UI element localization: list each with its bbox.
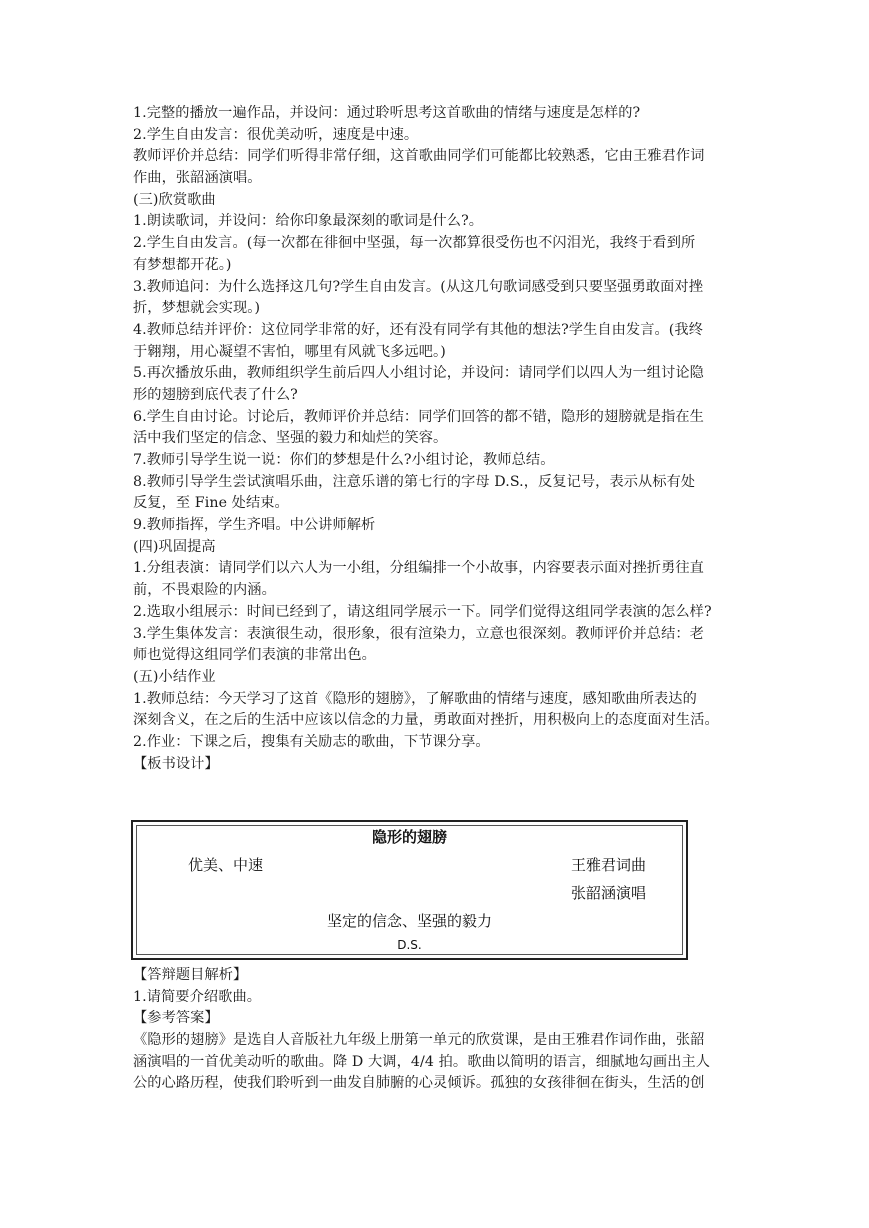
board-title: 隐形的翅膀 bbox=[371, 828, 447, 846]
text-line: (四)巩固提高 bbox=[133, 538, 216, 555]
board-ds-mark: D.S. bbox=[397, 938, 422, 952]
text-line: 2.作业：下课之后，搜集有关励志的歌曲，下节课分享。 bbox=[133, 733, 490, 750]
text-line: 1.朗读歌词，并设问：给你印象最深刻的歌词是什么?。 bbox=[133, 213, 484, 230]
text-line: 7.教师引导学生说一说：你们的梦想是什么?小组讨论，教师总结。 bbox=[133, 452, 555, 468]
blackboard-design-box bbox=[131, 820, 688, 960]
text-line: 1.完整的播放一遍作品，并设问：通过聆听思考这首歌曲的情绪与速度是怎样的? bbox=[133, 105, 641, 121]
text-line: 有梦想都开花。) bbox=[133, 256, 232, 273]
text-line: 5.再次播放乐曲，教师组织学生前后四人小组讨论，并设问：请同学们以四人为一组讨论隐 bbox=[133, 365, 704, 382]
text-line: 教师评价并总结：同学们听得非常仔细，这首歌曲同学们可能都比较熟悉，它由王雅君作词 bbox=[133, 148, 705, 165]
text-line: (五)小结作业 bbox=[133, 668, 216, 685]
answer-line: 【参考答案】 bbox=[133, 1010, 219, 1027]
text-line: 6.学生自由讨论。讨论后，教师评价并总结：同学们回答的都不错，隐形的翅膀就是指在生 bbox=[133, 408, 704, 425]
board-tempo-text: 优美、中速 bbox=[188, 856, 264, 874]
text-line: 8.教师引导学生尝试演唱乐曲，注意乐谱的第七行的字母 D.S.，反复记号，表示从标有处 bbox=[133, 473, 696, 490]
answer-line: 公的心路历程，使我们聆听到一曲发自肺腑的心灵倾诉。孤独的女孩徘徊在街头，生活的创 bbox=[133, 1075, 705, 1092]
text-line: 2.学生自由发言：很优美动听，速度是中速。 bbox=[133, 126, 419, 143]
board-meaning-text: 坚定的信念、坚强的毅力 bbox=[326, 912, 492, 930]
text-line: 于翱翔，用心凝望不害怕，哪里有风就飞多远吧。) bbox=[133, 343, 446, 360]
text-line: 【板书设计】 bbox=[133, 755, 219, 772]
text-line: 形的翅膀到底代表了什么? bbox=[133, 386, 298, 403]
answer-line: 【答辩题目解析】 bbox=[133, 967, 248, 983]
text-line: 作曲，张韶涵演唱。 bbox=[133, 170, 262, 187]
text-line: 3.教师追问：为什么选择这几句?学生自由发言。(从这几句歌词感受到只要坚强勇敢面对挫 bbox=[133, 278, 704, 295]
answer-text-block bbox=[133, 965, 745, 1095]
text-line: 9.教师指挥，学生齐唱。中公讲师解析 bbox=[133, 517, 376, 534]
answer-line: 1.请简要介绍歌曲。 bbox=[133, 988, 262, 1005]
text-line: 2.学生自由发言。(每一次都在徘徊中坚强，每一次都算很受伤也不闪泪光，我终于看到所 bbox=[133, 235, 696, 252]
lesson-text-block bbox=[133, 103, 745, 775]
board-singer-text: 张韶涵演唱 bbox=[571, 884, 647, 902]
text-line: 活中我们坚定的信念、坚强的毅力和灿烂的笑容。 bbox=[133, 430, 448, 447]
answer-line: 《隐形的翅膀》是选自人音版社九年级上册第一单元的欣赏课，是由王雅君作词作曲，张韶 bbox=[133, 1032, 705, 1049]
text-line: 3.学生集体发言：表演很生动，很形象，很有渲染力，立意也很深刻。教师评价并总结：老 bbox=[133, 625, 704, 642]
text-line: 师也觉得这组同学们表演的非常出色。 bbox=[133, 647, 376, 664]
text-line: 折，梦想就会实现。) bbox=[133, 300, 261, 317]
text-line: 深刻含义，在之后的生活中应该以信念的力量，勇敢面对挫折，用积极向上的态度面对生活。 bbox=[133, 712, 719, 729]
answer-line: 涵演唱的一首优美动听的歌曲。降 D 大调，4/4 拍。歌曲以简明的语言，细腻地勾画出主人 bbox=[133, 1053, 711, 1070]
board-lyricist-text: 王雅君词曲 bbox=[571, 856, 647, 874]
text-line: 1.分组表演：请同学们以六人为一小组，分组编排一个小故事，内容要表示面对挫折勇往直 bbox=[133, 560, 704, 577]
text-line: 2.选取小组展示：时间已经到了，请这组同学展示一下。同学们觉得这组同学表演的怎么样? bbox=[133, 603, 712, 620]
text-line: 1.教师总结：今天学习了这首《隐形的翅膀》，了解歌曲的情绪与速度，感知歌曲所表达的 bbox=[133, 690, 697, 707]
text-line: 前，不畏艰险的内涵。 bbox=[133, 582, 276, 599]
text-line: (三)欣赏歌曲 bbox=[133, 191, 216, 208]
text-line: 反复，至 Fine 处结束。 bbox=[133, 495, 289, 512]
text-line: 4.教师总结并评价：这位同学非常的好，还有没有同学有其他的想法?学生自由发言。(我终 bbox=[133, 321, 704, 338]
